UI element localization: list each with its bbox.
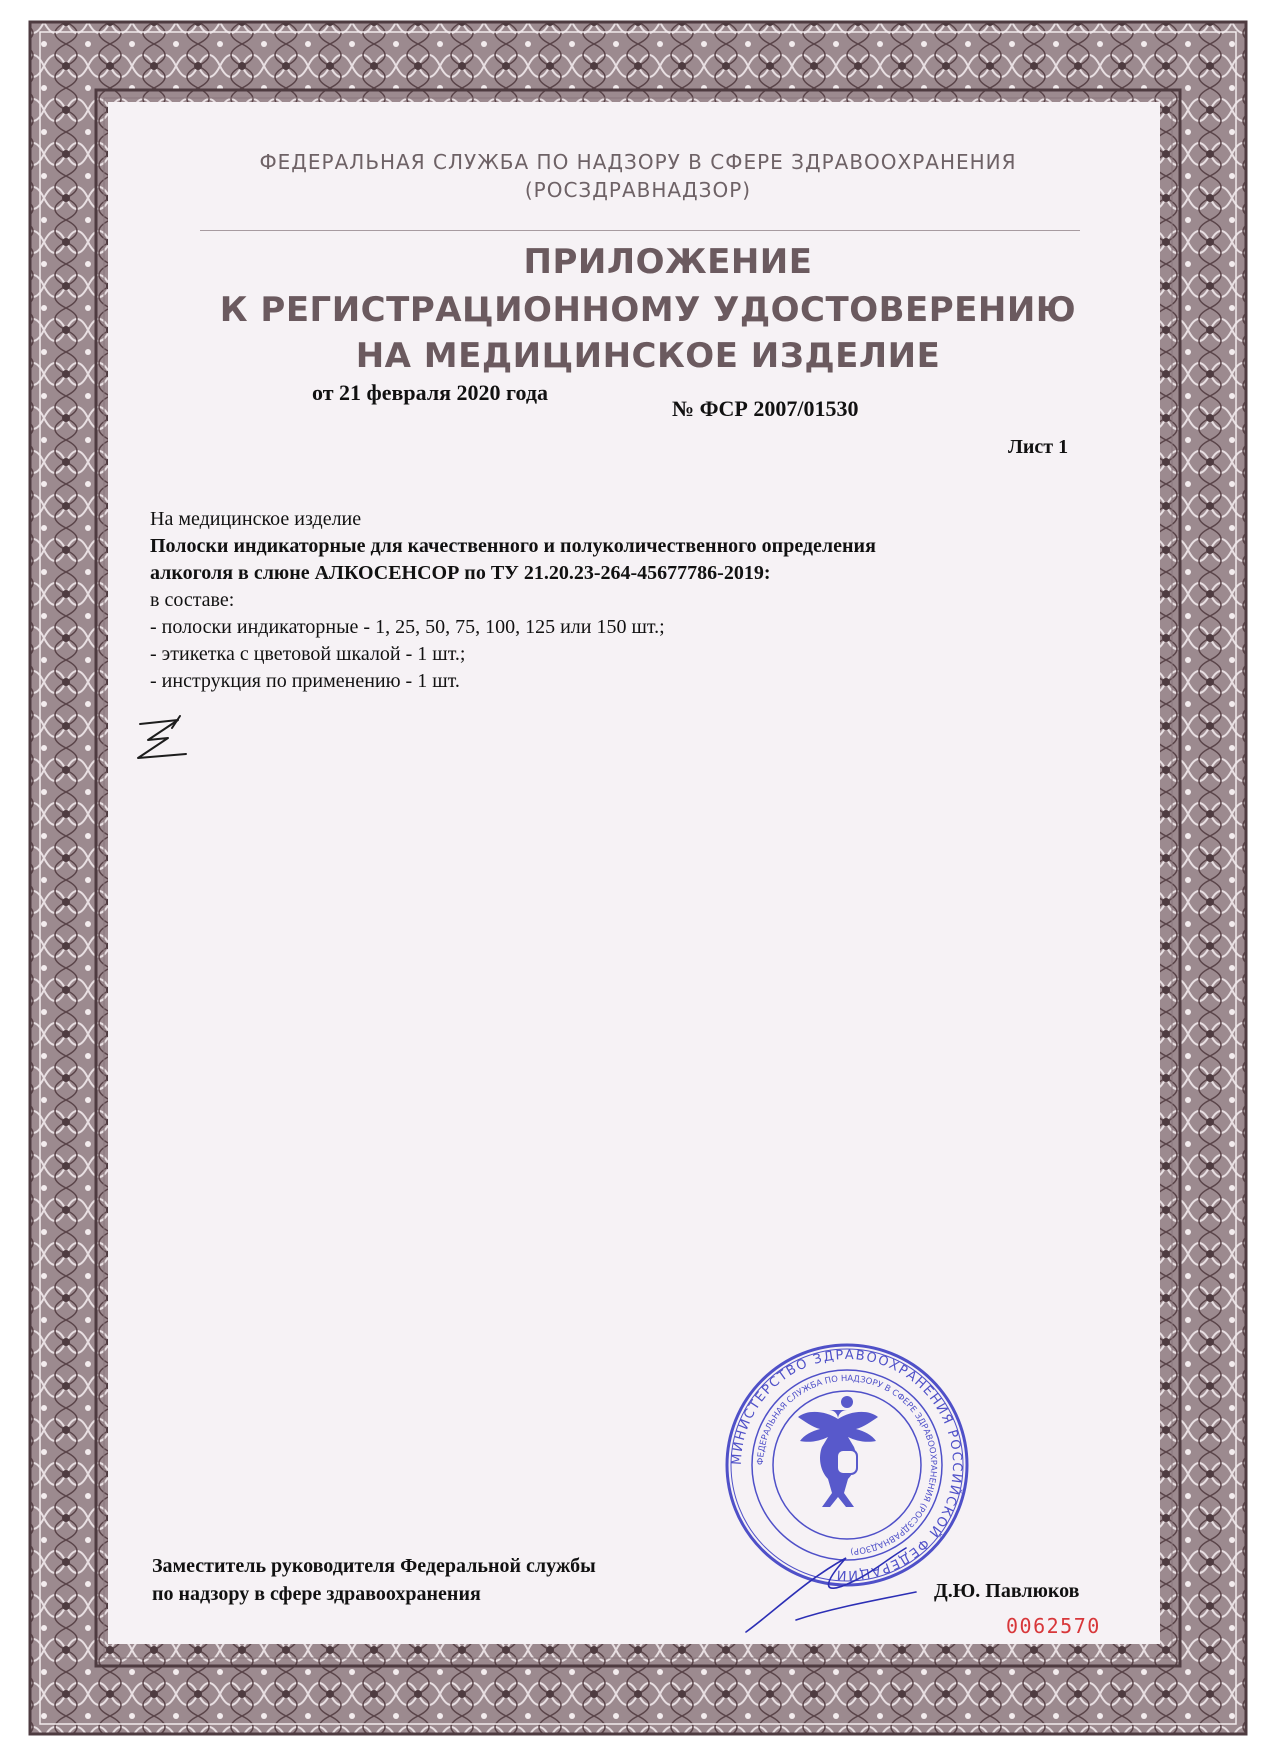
signer-position bbox=[152, 1552, 596, 1608]
document-background bbox=[108, 102, 1160, 1644]
body-intro: На медицинское изделие bbox=[150, 508, 362, 530]
agency-abbreviation: (РОСЗДРАВНАДЗОР) bbox=[524, 178, 752, 202]
document-title: ПРИЛОЖЕНИЕ bbox=[523, 242, 813, 282]
product-name-line-2: алкоголя в слюне АЛКОСЕНСОР по ТУ 21.20.23-264-45677786-2019: bbox=[150, 562, 771, 584]
agency-name: ФЕДЕРАЛЬНАЯ СЛУЖБА ПО НАДЗОРУ В СФЕРЕ ЗДРАВООХРАНЕНИЯ bbox=[259, 150, 1017, 174]
header-divider bbox=[200, 230, 1080, 231]
registration-number: № ФСР 2007/01530 bbox=[672, 396, 859, 421]
registration-date: от 21 февраля 2020 года bbox=[312, 380, 548, 405]
form-serial-number: 0062570 bbox=[1006, 1614, 1101, 1638]
product-name-line-1: Полоски индикаторные для качественного и полуколичественного определения bbox=[150, 535, 876, 557]
composition-label: в составе: bbox=[150, 589, 235, 611]
sheet-number: Лист 1 bbox=[1008, 436, 1069, 458]
signer-name: Д.Ю. Павлюков bbox=[934, 1580, 1080, 1602]
document-subtitle: К РЕГИСТРАЦИОННОМУ УДОСТОВЕРЕНИЮ bbox=[219, 290, 1077, 330]
composition-item: - инструкция по применению - 1 шт. bbox=[150, 670, 460, 692]
signer-position-line-1: Заместитель руководителя Федеральной службы bbox=[152, 1555, 596, 1577]
document-subtitle-2: НА МЕДИЦИНСКОЕ ИЗДЕЛИЕ bbox=[355, 336, 941, 376]
signature bbox=[736, 1540, 936, 1640]
seal-inner-text: ФЕДЕРАЛЬНАЯ СЛУЖБА ПО НАДЗОРУ В СФЕРЕ ЗДРАВООХРАНЕНИЯ (РОСЗДРАВНАДЗОР) bbox=[755, 1373, 939, 1556]
handwritten-initials bbox=[128, 714, 198, 764]
composition-item: - этикетка с цветовой шкалой - 1 шт.; bbox=[150, 643, 466, 665]
composition-item: - полоски индикаторные - 1, 25, 50, 75, 100, 125 или 150 шт.; bbox=[150, 616, 665, 638]
seal-outer-text: МИНИСТЕРСТВО ЗДРАВООХРАНЕНИЯ РОССИЙСКОЙ ФЕДЕРАЦИИ bbox=[729, 1347, 965, 1583]
signer-position-line-2: по надзору в сфере здравоохранения bbox=[152, 1583, 481, 1605]
document-body bbox=[150, 506, 1090, 695]
